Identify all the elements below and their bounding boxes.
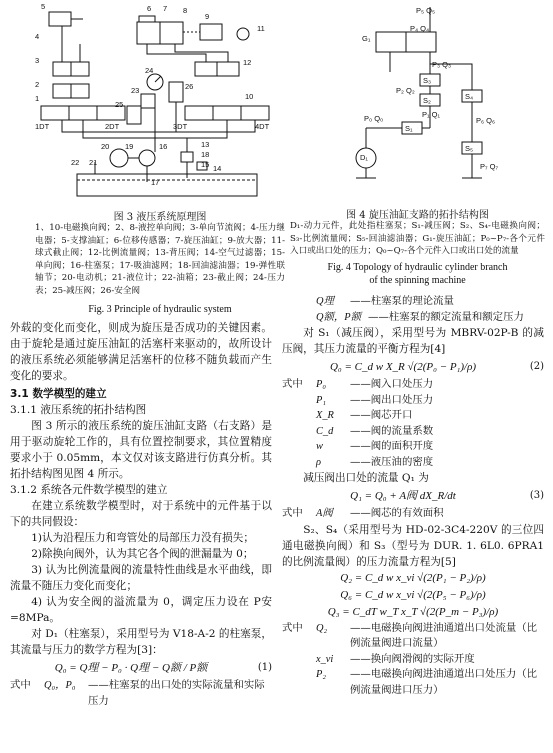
fig3-label-5: 5 [41, 2, 46, 11]
fig4-label-p6q6: P₆ Q₆ [476, 116, 495, 125]
left-column [10, 320, 272, 709]
assumption-2: 2)除换向阀外，认为其它各个阀的泄漏量为 0； [31, 548, 254, 560]
equation-4a [282, 570, 544, 587]
definition-text: ——阀芯开口 [350, 409, 413, 421]
equation-2 [282, 357, 544, 377]
definition-row [282, 652, 544, 668]
fig3-label-8: 8 [183, 6, 188, 15]
support-cylinder-5 [49, 12, 71, 26]
definition-row [282, 377, 544, 393]
fig3-label-3: 3 [35, 56, 40, 65]
fig3-label-18: 18 [201, 150, 210, 159]
definition-symbol: x_vi [316, 653, 334, 665]
assumption-1: 1)认为沿程压力和弯管处的局部压力没有损失； [31, 532, 254, 544]
fig3-label-4dt: 4DT [255, 122, 270, 131]
definition-symbol: ρ [316, 456, 321, 468]
fig3-legend: 1、10-电磁换向阀；2、8-液控单向阀；3-单向节流阀；4-压力继电器；5-支撑油缸；6-位移传感器；7-旋压油缸；9-放大器；11-球式截止阀；12-比例流量阀；13-背压阀；14-空气过滤器；15-单向阀；16-柱塞泵；17-吸油滤网；18-回油滤油器；19-弹性联轴节；20-电动机；21-液位计；22-油箱；23-截止阀；24-压力表；25-减压阀；26-安全阀 [35, 223, 285, 296]
fig3-label-9: 9 [205, 12, 210, 21]
fig4-label-s2: S₂ [423, 96, 431, 105]
subsection-3-1-1: 3.1.1 液压系统的拓扑结构图 [10, 404, 147, 416]
eq2-definitions [282, 377, 544, 470]
electric-motor-20 [110, 149, 128, 167]
definition-row [10, 678, 272, 709]
eq3-definitions [282, 506, 544, 522]
figure-4-topology [330, 2, 540, 202]
eq4-definitions [282, 621, 544, 699]
fig3-label-21: 21 [89, 158, 98, 167]
definition-symbol: A阀 [316, 508, 333, 519]
fig3-label-15: 15 [201, 160, 210, 169]
fig4-label-d1: D₁ [360, 153, 368, 162]
assumption-4: 4) 认为安全阀的溢流量为 0，调定压力设在 P安=8MPa。 [10, 596, 272, 624]
right-column [282, 294, 544, 698]
fig4-label-p0q0: P₀ Q₀ [364, 114, 384, 123]
definition-row [282, 393, 544, 409]
equation-1-expr: Q₀ = Q理 − P₀ · Q理 − Q额 / P额 [54, 662, 208, 674]
definition-text: ——柱塞泵的额定流量和额定压力 [368, 310, 524, 323]
fig4-label-p7q7: P₇ Q₇ [480, 162, 499, 171]
definition-row [282, 455, 544, 471]
one-way-throttle-valve-3 [53, 62, 71, 76]
definition-text: ——柱塞泵的出口处的实际流量和实际压力 [88, 679, 265, 707]
fig3-caption-en: Fig. 3 Principle of hydraulic system [88, 304, 232, 315]
figure-3-drawing [35, 2, 285, 202]
oil-tank-22 [77, 174, 257, 196]
fig3-label-24: 24 [145, 66, 154, 75]
fig4-caption-en-2: of the spinning machine [369, 275, 466, 286]
relief-valve-26 [169, 82, 183, 102]
definition-row [282, 294, 544, 310]
definition-text: ——阀芯的有效面积 [350, 507, 444, 519]
equation-2-number: (2) [529, 361, 544, 372]
definition-row [282, 310, 544, 326]
ball-valve-11 [237, 28, 249, 40]
fig4-label-s3: S₃ [423, 76, 432, 85]
fig3-label-26: 26 [185, 82, 194, 91]
fig4-label-s4: S₄ [465, 92, 474, 101]
definition-text: ——电磁换向阀进油通道出口处压力（比例流量阀进口压力） [350, 668, 538, 696]
definition-row [282, 667, 544, 698]
fig3-label-19: 19 [125, 142, 134, 151]
fig4-caption-en-1: Fig. 4 Topology of hydraulic cylinder branch [327, 262, 508, 273]
equation-4a-expr: Q₂ = C_d w x_vi √(2(P₁ − P₂)/ρ) [340, 572, 486, 584]
fig3-label-16: 16 [159, 142, 168, 151]
right-para-1: 对 S₁（减压阀），采用型号为 MBRV-02P-B 的减压阀，其压力流量的平衡方程为[4] [282, 327, 544, 355]
right-para-2: 减压阀出口处的流量 Q₁ 为 [303, 472, 429, 484]
definition-row [282, 506, 544, 522]
definition-text: ——阀的流量系数 [350, 424, 434, 437]
definition-symbol: P₀ [316, 379, 326, 390]
fig3-label-7: 7 [163, 4, 168, 13]
definition-label: 式中 [10, 679, 31, 691]
section-3-1: 3.1 数学模型的建立 [10, 388, 107, 400]
fig3-caption-cn: 图 3 液压系统原理图 [113, 212, 207, 223]
left-para-2: 图 3 所示的液压系统的旋压油缸支路（右支路）是用于驱动旋轮工作的，具有位置控制要求，其位置精度要求小于 0.05mm，本文仅对该支路进行仿真分析。其拓扑结构图见图 4 所示。 [10, 420, 272, 480]
definition-symbol: X_R [316, 410, 334, 421]
equation-3-number: (3) [529, 490, 544, 501]
equation-4b-expr: Q₆ = C_d w x_vi √(2(P₅ − P₆)/ρ) [340, 589, 486, 601]
fig4-label-p5q5: P₅ Q₅ [416, 6, 435, 15]
fig4-label-s5: S₅ [465, 144, 474, 153]
fig4-label-p3q3: P₃ Q₃ [432, 60, 452, 69]
displacement-sensor-6 [139, 16, 155, 22]
definition-text: ——阀入口处压力 [350, 378, 434, 390]
fig4-caption-cn: 图 4 旋压油缸支路的拓扑结构图 [346, 210, 489, 221]
definition-symbol: P₁ [316, 394, 326, 406]
equation-1 [10, 658, 272, 678]
fig3-label-13: 13 [201, 140, 210, 149]
definition-row [282, 408, 544, 424]
definition-text: ——电磁换向阀进油通道出口处流量（比例流量阀进口流量） [350, 621, 538, 649]
equation-4b [282, 587, 544, 604]
right-para-3: S₂、S₄（采用型号为 HD-02-3C4-220V 的三位四通电磁换向阀）和 S₃（型号为 DUR. 1. 6L0. 6PRA1 的比例流量阀）的压力流量方程为[5] [282, 523, 544, 568]
left-para-4: 对 D₁（柱塞泵），采用型号为 V18-A-2 的柱塞泵，其流量与压力的数学方程为[3]： [10, 628, 272, 656]
definition-symbol: Q₂ [316, 622, 328, 634]
definition-row [282, 439, 544, 455]
equation-2-expr: Q₀ = C_d w X_R √(2(P₀ − P₁)/ρ) [329, 361, 477, 373]
fig3-label-1dt: 1DT [35, 122, 50, 131]
definition-symbol: Q理 [316, 296, 334, 307]
equation-4c-expr: Q₃ = C_dT w_T x_T √(2(P_m − P₃)/ρ) [327, 606, 499, 618]
fig3-label-20: 20 [101, 142, 110, 151]
fig4-label-p2q2: P₂ Q₂ [396, 86, 415, 95]
left-para-3: 在建立系统数学模型时，对于系统中的元件基于以下的共同假设： [10, 500, 272, 528]
definition-text: ——换向阀滑阀的实际开度 [350, 652, 475, 665]
pilot-check-valve-2 [53, 84, 71, 98]
solenoid-valve-10 [185, 106, 213, 120]
return-filter-18 [181, 152, 193, 162]
definition-row [282, 621, 544, 652]
fig3-label-12: 12 [243, 58, 252, 67]
fig3-label-6: 6 [147, 4, 152, 13]
equation-1-number: (1) [257, 662, 272, 673]
definition-label: 式中 [282, 378, 303, 390]
definition-symbol: Q额，P额 [316, 311, 362, 323]
fig4-label-p1q1: P₁ Q₁ [422, 110, 440, 119]
fig3-label-3dt: 3DT [173, 122, 188, 131]
fig4-label-g1: G₁ [362, 34, 371, 43]
definition-symbol: w [316, 441, 323, 452]
fig3-label-22: 22 [71, 158, 80, 167]
fig3-label-17: 17 [151, 178, 160, 187]
fig3-label-23: 23 [131, 86, 140, 95]
subsection-3-1-2: 3.1.2 系统各元件数学模型的建立 [10, 484, 168, 496]
stop-valve-23 [141, 94, 155, 108]
solenoid-valve-1 [41, 106, 69, 120]
definition-text: ——柱塞泵的理论流量 [350, 295, 454, 307]
reducing-valve-25 [127, 106, 141, 124]
fig4-label-s1: S₁ [405, 124, 413, 133]
eq1-definitions-continued [282, 294, 544, 325]
fig3-label-14: 14 [213, 164, 222, 173]
equation-3-expr: Q₁ = Q₀ + A阀 dX_R/dt [350, 490, 456, 502]
definition-text: ——阀出口处压力 [350, 393, 434, 406]
figure-3-hydraulic-schematic [35, 2, 285, 202]
definition-symbol: P₂ [316, 669, 326, 680]
figure-4-drawing [330, 2, 540, 202]
fig3-label-1: 1 [35, 94, 40, 103]
definition-text: ——阀的面积开度 [350, 440, 434, 452]
fig3-label-11: 11 [257, 24, 265, 33]
equation-3 [282, 486, 544, 506]
definition-symbol: Q₀，P₀ [44, 680, 76, 691]
fig3-label-2: 2 [35, 80, 40, 89]
definition-label: 式中 [282, 507, 303, 519]
definition-label: 式中 [282, 621, 303, 634]
equation-4c [282, 604, 544, 621]
fig3-label-25: 25 [115, 100, 124, 109]
fig3-label-4: 4 [35, 32, 40, 41]
eq1-definitions [10, 678, 272, 709]
fig4-legend: D₁-动力元件，此处指柱塞泵；S₁-减压阀；S₂、S₄-电磁换向阀；S₃-比例流量阀；S₅-回油滤油器；G₁-旋压油缸；P₀~P₇-各个元件入口或出口处的压力；Q₀~Q₇-各个元件入口或出口处的流量 [290, 221, 545, 257]
definition-row [282, 424, 544, 440]
definition-symbol: C_d [316, 425, 334, 437]
proportional-flow-valve-12 [195, 62, 217, 76]
left-para-1: 外载的变化而变化，则成为旋压是否成功的关键因素。由于旋轮是通过旋压油缸的活塞杆来驱动的，故所设计的液压系统必须能够满足活塞杆的位移不随负载而产生变化的要求。 [10, 322, 272, 382]
fig4-label-p4q4: P₄ Q₄ [410, 24, 430, 33]
fig3-label-2dt: 2DT [105, 122, 120, 131]
fig3-label-10: 10 [245, 92, 254, 101]
piston-pump-16 [139, 150, 155, 166]
definition-text: ——液压油的密度 [350, 455, 434, 468]
amplifier-9 [200, 24, 222, 40]
assumption-3: 3) 认为比例流量阀的流量特性曲线是水平曲线，即流量不随压力变化而变化； [10, 564, 272, 592]
